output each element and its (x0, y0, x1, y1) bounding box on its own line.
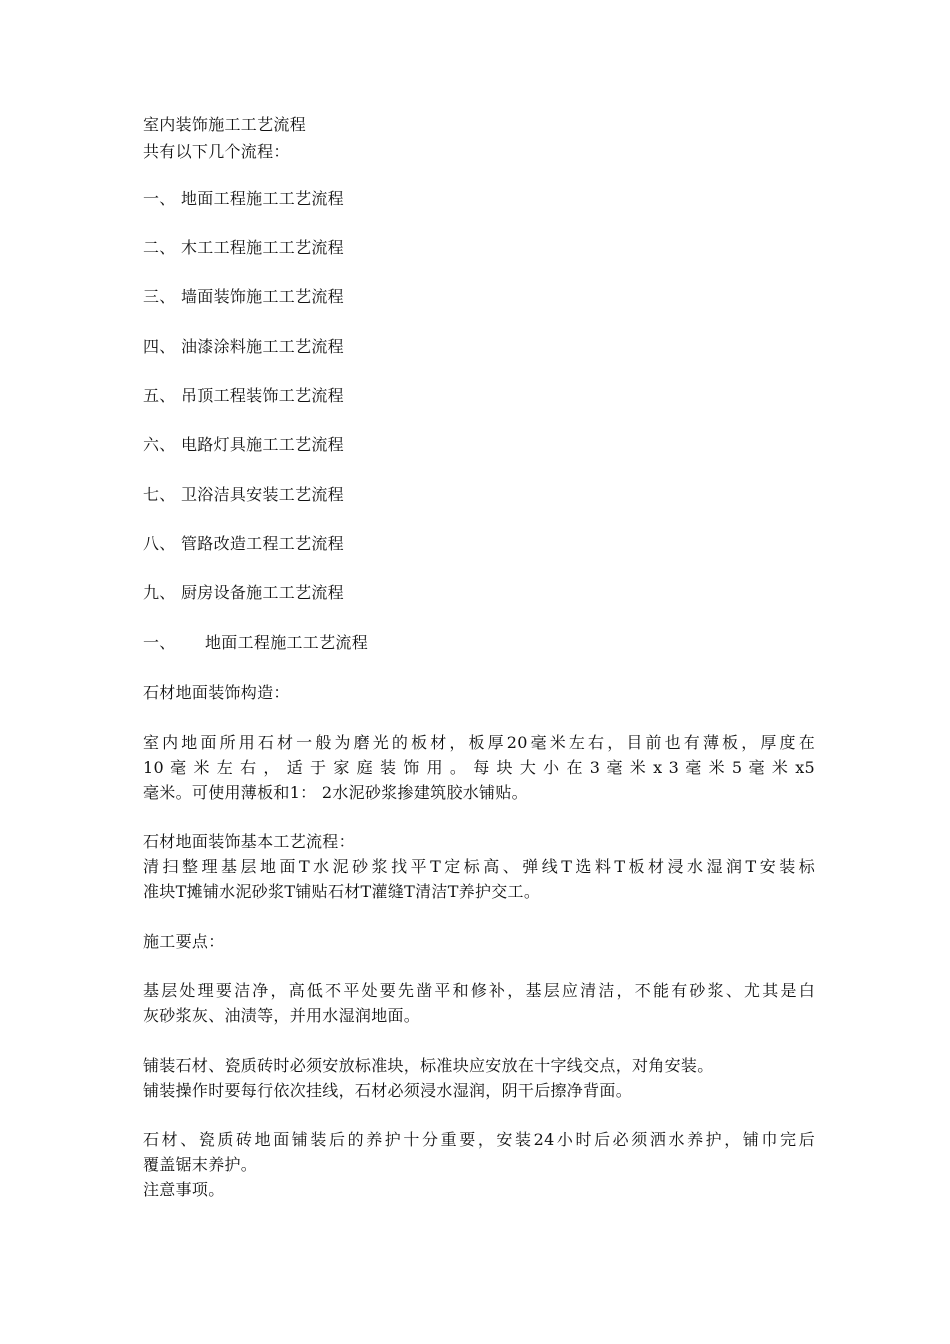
point-line: 铺装操作时要每行依次挂线，石材必须浸水湿润，阴干后擦净背面。 (143, 1081, 633, 1100)
paragraph-line: 室内地面所用石材一般为磨光的板材，板厚20毫米左右，目前也有薄板，厚度在 (143, 733, 815, 752)
point-line: 基层处理要洁净，高低不平处要先凿平和修补，基层应清洁，不能有砂浆、尤其是白 (143, 981, 815, 1000)
point-line: 覆盖锯末养护。 (143, 1155, 258, 1174)
toc-item: 一、 地面工程施工工艺流程 (143, 189, 344, 208)
toc-item: 九、 厨房设备施工工艺流程 (143, 583, 344, 602)
toc-item: 七、 卫浴洁具安装工艺流程 (143, 485, 344, 504)
toc-item: 四、 油漆涂料施工工艺流程 (143, 337, 344, 356)
process-line: 清扫整理基层地面T水泥砂浆找平T定标高、弹线T选料T板材浸水湿润T安装标 (143, 857, 815, 876)
intro-text: 共有以下几个流程： (143, 142, 290, 161)
document-title: 室内装饰施工工艺流程 (143, 115, 307, 134)
point-line: 石材、瓷质砖地面铺装后的养护十分重要，安装24小时后必须洒水养护，铺巾完后 (143, 1130, 815, 1149)
toc-item: 三、 墙面装饰施工工艺流程 (143, 287, 344, 306)
notes-title: 注意事项。 (143, 1180, 225, 1199)
section-number: 一、 (143, 633, 176, 652)
section-title: 地面工程施工工艺流程 (205, 633, 369, 652)
section-heading (143, 631, 368, 655)
toc-item: 五、 吊顶工程装饰工艺流程 (143, 386, 344, 405)
points-title: 施工要点： (143, 932, 225, 951)
toc-item: 八、 管路改造工程工艺流程 (143, 534, 344, 553)
paragraph-line: 毫米。可使用薄板和1： 2水泥砂浆掺建筑胶水铺贴。 (143, 783, 528, 802)
process-title: 石材地面装饰基本工艺流程： (143, 832, 355, 851)
subheading: 石材地面装饰构造： (143, 683, 290, 702)
point-line: 铺装石材、瓷质砖时必须安放标准块，标准块应安放在十字线交点，对角安装。 (143, 1056, 714, 1075)
point-line: 灰砂浆灰、油渍等，并用水湿润地面。 (143, 1006, 421, 1025)
paragraph-line: 10 毫 米 左 右 ， 适 于 家 庭 装 饰 用 。 每 块 大 小 在 3 毫 米 x 3 毫 米 5 毫 米 x5 (143, 758, 815, 777)
toc-item: 六、 电路灯具施工工艺流程 (143, 435, 344, 454)
toc-item: 二、 木工工程施工工艺流程 (143, 238, 344, 257)
process-line: 准块T摊铺水泥砂浆T铺贴石材T灌缝T清洁T养护交工。 (143, 882, 541, 901)
